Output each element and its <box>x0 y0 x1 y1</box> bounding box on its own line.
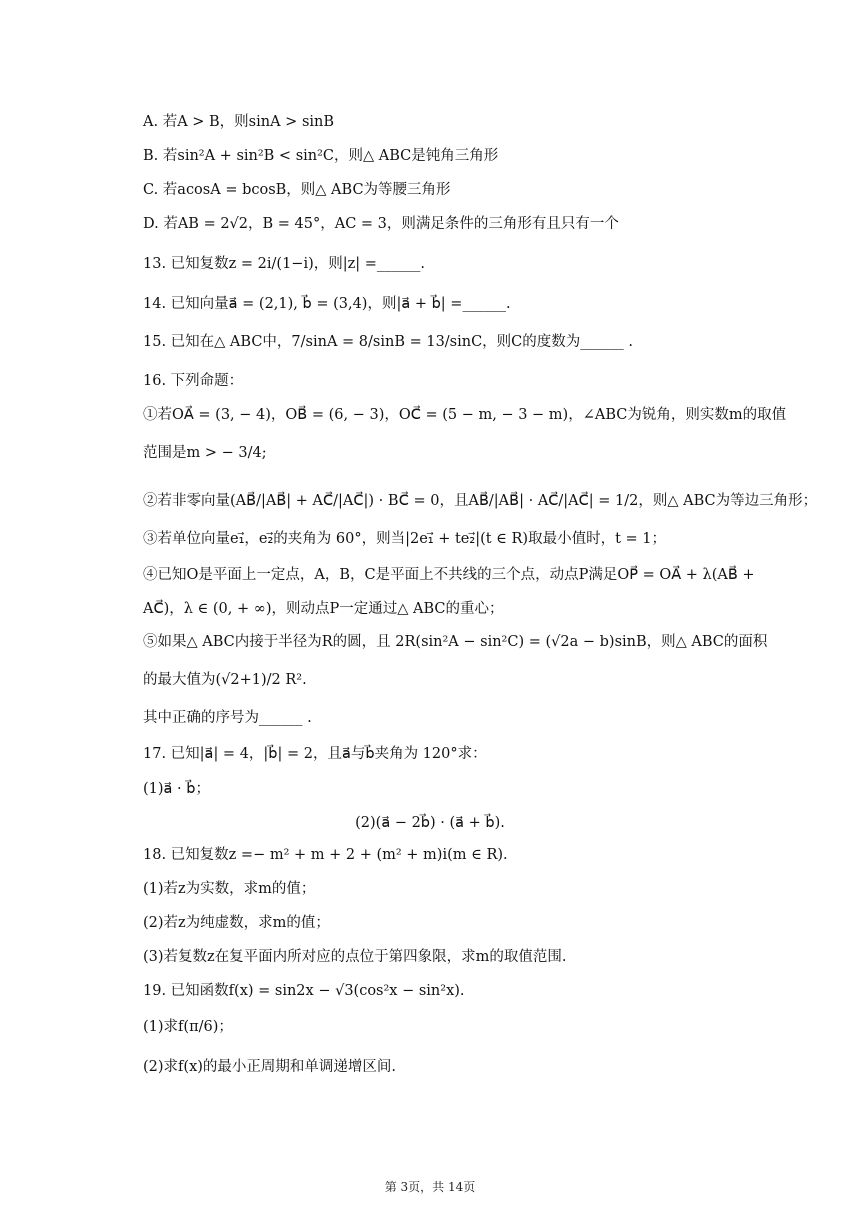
question-14: 14. 已知向量a⃗ = (2,1), b⃗ = (3,4)，则|a⃗ + b⃗| =______. <box>143 296 511 312</box>
question-19-part-1: (1)求f(π/6)； <box>143 1019 233 1035</box>
proposition-1-cont: 范围是m > − 3/4; <box>143 445 267 461</box>
question-17-part-1: (1)a⃗ · b⃗； <box>143 781 210 797</box>
question-17: 17. 已知|a⃗| = 4，|b⃗| = 2，且a⃗与b⃗夹角为 120°求： <box>143 746 487 762</box>
question-15: 15. 已知在△ ABC中，7/sinA = 8/sinB = 13/sinC，则C的度数为______ . <box>143 334 633 350</box>
option-d: D. 若AB = 2√2，B = 45°，AC = 3，则满足条件的三角形有且只有一个 <box>143 216 619 232</box>
page-number: 第 3页，共 14页 <box>384 1180 476 1194</box>
question-13: 13. 已知复数z = 2i/(1−i)，则|z| =______. <box>143 256 426 272</box>
option-b: B. 若sin²A + sin²B < sin²C，则△ ABC是钝角三角形 <box>143 148 499 164</box>
proposition-5: ⑤如果△ ABC内接于半径为R的圆，且 2R(sin²A − sin²C) = (√2a − b)sinB，则△ ABC的面积 <box>143 634 768 650</box>
question-18-part-3: (3)若复数z在复平面内所对应的点位于第四象限，求m的取值范围. <box>143 949 567 965</box>
proposition-3: ③若单位向量e₁⃗，e₂⃗的夹角为 60°，则当|2e₁⃗ + te₂⃗|(t ∈ R)取最小值时，t = 1； <box>143 531 667 547</box>
question-16-prompt: 其中正确的序号为______ . <box>143 710 312 726</box>
proposition-5-cont: 的最大值为(√2+1)/2 R². <box>143 672 307 688</box>
option-a: A. 若A > B，则sinA > sinB <box>143 114 335 130</box>
question-18-part-1: (1)若z为实数，求m的值； <box>143 881 316 897</box>
question-18-part-2: (2)若z为纯虚数，求m的值； <box>143 915 330 931</box>
question-18: 18. 已知复数z =− m² + m + 2 + (m² + m)i(m ∈ R). <box>143 847 508 863</box>
proposition-2: ②若非零向量(AB⃗/|AB⃗| + AC⃗/|AC⃗|) · BC⃗ = 0，且AB⃗/|AB⃗| · AC⃗/|AC⃗| = 1/2，则△ ABC为等边三角形； <box>143 493 818 509</box>
proposition-4-cont: AC⃗)，λ ∈ (0, + ∞)，则动点P一定通过△ ABC的重心； <box>143 601 504 617</box>
question-19-part-2: (2)求f(x)的最小正周期和单调递增区间. <box>143 1059 397 1075</box>
proposition-1: ①若OA⃗ = (3, − 4)，OB⃗ = (6, − 3)，OC⃗ = (5 − m, − 3 − m)，∠ABC为锐角，则实数m的取值 <box>143 407 787 423</box>
option-c: C. 若acosA = bcosB，则△ ABC为等腰三角形 <box>143 182 451 198</box>
question-19: 19. 已知函数f(x) = sin2x − √3(cos²x − sin²x). <box>143 983 465 999</box>
question-17-part-2: (2)(a⃗ − 2b⃗) · (a⃗ + b⃗). <box>355 815 505 831</box>
question-16-heading: 16. 下列命题： <box>143 373 244 389</box>
proposition-4: ④已知O是平面上一定点，A，B，C是平面上不共线的三个点，动点P满足OP⃗ = OA⃗ + λ(AB⃗ + <box>143 567 755 583</box>
